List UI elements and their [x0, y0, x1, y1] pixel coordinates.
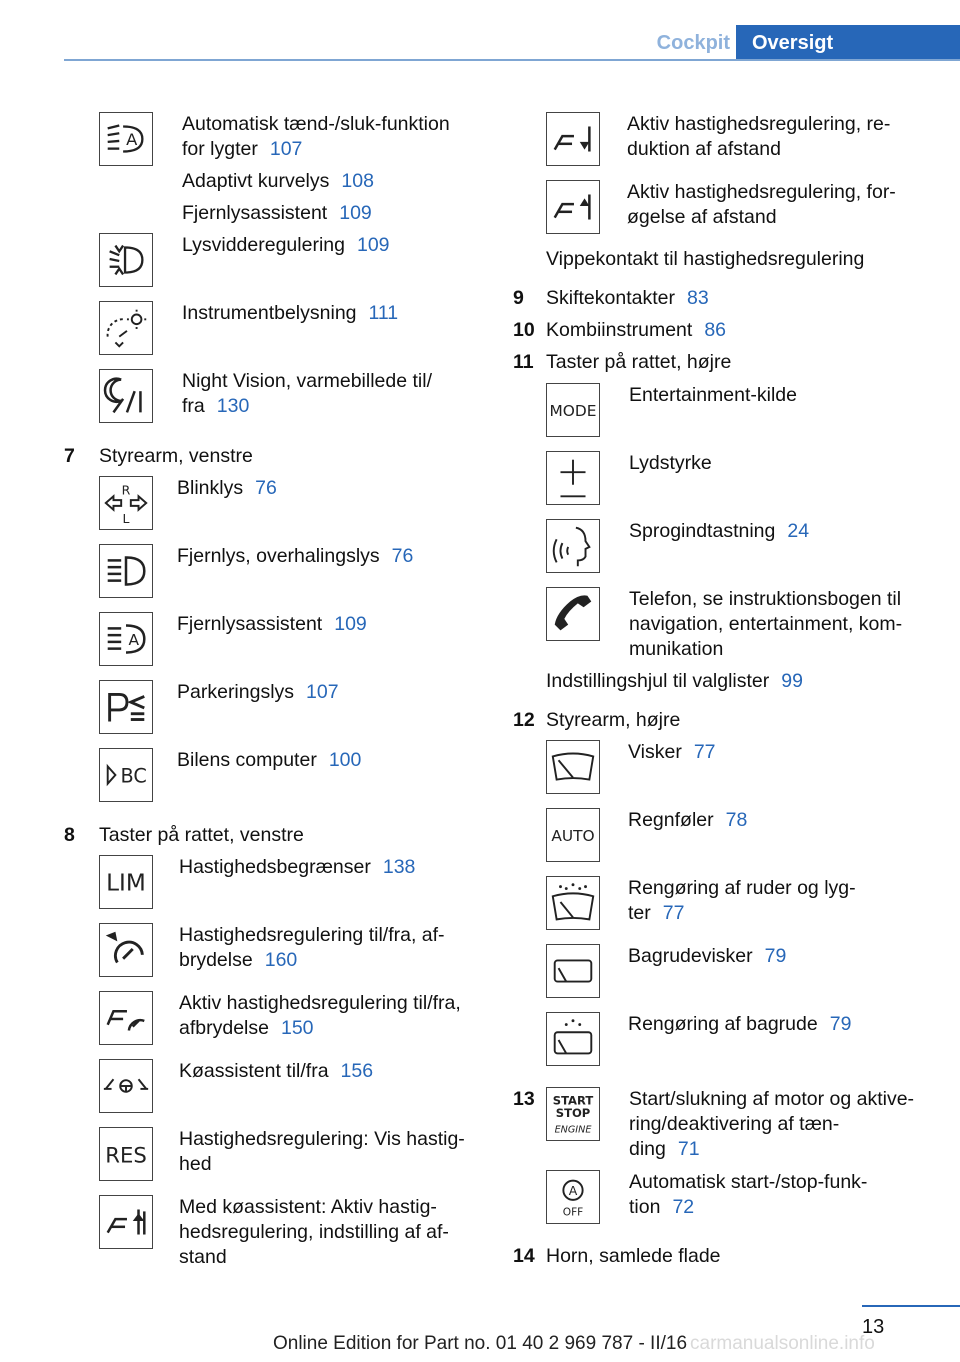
- section-title: Taster på rattet, venstre: [99, 824, 304, 846]
- svg-text:RES: RES: [105, 1142, 147, 1168]
- voice-input-icon: [546, 519, 600, 573]
- distance-decrease-icon: [546, 112, 600, 166]
- list-item-auto-start-stop: Automatisk start-/stop-funk- tion 72: [629, 1171, 868, 1218]
- section-title: Skiftekontakter 83: [546, 287, 709, 309]
- bc-icon: [99, 748, 153, 802]
- list-item-cruise-control: Hastighedsregulering til/fra, af- brydelse 160: [179, 924, 445, 971]
- page-ref[interactable]: 108: [341, 170, 374, 192]
- list-item-entertainment-source: Entertainment-kilde: [629, 384, 797, 406]
- section-title: Kombiinstrument 86: [546, 319, 727, 341]
- list-item-distance-increase: Aktiv hastighedsregulering, for- øgelse af afstand: [627, 181, 896, 228]
- page-ref[interactable]: 111: [368, 302, 399, 324]
- parking-light-icon: [99, 680, 153, 734]
- page-ref[interactable]: 156: [340, 1060, 374, 1082]
- rocker-switch-text: Vippekontakt til hastighedsregulering: [546, 248, 865, 270]
- list-item-active-cruise: Aktiv hastighedsregulering til/fra, afbrydelse 150: [179, 992, 461, 1039]
- section-number: 10: [513, 319, 535, 341]
- list-item-voice-input: Sprogindtastning 24: [629, 520, 810, 542]
- svg-text:R: R: [121, 482, 131, 498]
- watermark: carmanualsonline.info: [690, 1333, 875, 1354]
- auto-start-stop-off-icon: [546, 1170, 600, 1224]
- page-ref[interactable]: 71: [677, 1138, 700, 1160]
- active-cruise-icon: [99, 991, 153, 1045]
- list-item-rear-wiper: Bagrudevisker 79: [628, 945, 787, 967]
- section-number: 8: [64, 824, 75, 846]
- page-ref[interactable]: 83: [686, 287, 709, 309]
- auto-light-icon: [99, 112, 153, 166]
- section-title: Styrearm, venstre: [99, 445, 253, 467]
- page-ref[interactable]: 109: [356, 234, 390, 256]
- headlight-range-icon: [99, 233, 153, 287]
- wiper-icon: [546, 740, 600, 794]
- list-item-distance-decrease: Aktiv hastighedsregulering, re- duktion af afstand: [627, 113, 891, 160]
- page-number: 13: [862, 1316, 885, 1338]
- page-ref[interactable]: 24: [787, 520, 810, 542]
- volume-icon: [546, 451, 600, 505]
- list-item-volume: Lydstyrke: [629, 452, 712, 474]
- page-ref[interactable]: 100: [328, 749, 362, 771]
- traffic-jam-assistant-icon: [99, 1059, 153, 1113]
- washer-icon: [546, 876, 600, 930]
- list-item-headlight-range: Lysvidderegulering 109: [182, 234, 390, 256]
- instrument-lighting-icon: [99, 301, 153, 355]
- list-item-distance-setting: Med køassistent: Aktiv hastig- hedsregulering, indstilling af af- stand: [179, 1196, 449, 1268]
- edition-footer: Online Edition for Part no. 01 40 2 969 787 - II/16: [272, 1333, 688, 1354]
- svg-text:AUTO: AUTO: [551, 826, 595, 845]
- mode-icon: [546, 383, 600, 437]
- list-item-phone: Telefon, se instruktionsbogen til navigation, entertainment, kom- munikation: [629, 588, 903, 660]
- page-ref[interactable]: 109: [339, 202, 372, 224]
- svg-text:OFF: OFF: [562, 1206, 584, 1219]
- page-ref[interactable]: 77: [693, 741, 716, 763]
- page-ref[interactable]: 78: [725, 809, 748, 831]
- list-item-washer: Rengøring af ruder og lyg- ter 77: [628, 877, 856, 924]
- section-title: Taster på rattet, højre: [546, 351, 732, 373]
- list-item-parking-light: Parkeringslys 107: [177, 681, 339, 703]
- res-icon: [99, 1127, 153, 1181]
- page-number-rule: [862, 1305, 960, 1307]
- list-item-high-beam-assistant: Fjernlysassistent 109: [177, 613, 367, 635]
- rear-washer-icon: [546, 1012, 600, 1066]
- list-item-rain-sensor: Regnføler 78: [628, 809, 748, 831]
- svg-text:MODE: MODE: [549, 401, 597, 420]
- list-item-high-beam-assist: Fjernlysassistent 109: [182, 202, 372, 224]
- page-ref[interactable]: 107: [269, 138, 303, 160]
- list-item-start-stop: Start/slukning af motor og aktive- ring/deaktivering af tæn- ding 71: [629, 1088, 915, 1160]
- high-beam-assistant-icon: [99, 612, 153, 666]
- section-number: 14: [513, 1245, 535, 1267]
- list-item-instrument-lighting: Instrumentbelysning 111: [182, 302, 399, 324]
- list-item-speed-limiter: Hastighedsbegrænser 138: [179, 856, 416, 878]
- page-ref[interactable]: 72: [672, 1196, 695, 1218]
- svg-text:L: L: [122, 511, 130, 527]
- cruise-control-icon: [99, 923, 153, 977]
- page-ref[interactable]: 86: [704, 319, 727, 341]
- page-ref[interactable]: 79: [829, 1013, 852, 1035]
- list-item-adaptive-curve-light: Adaptivt kurvelys 108: [182, 170, 374, 192]
- svg-text:LIM: LIM: [106, 870, 146, 897]
- page-ref[interactable]: 150: [280, 1017, 314, 1039]
- distance-setting-icon: [99, 1195, 153, 1249]
- svg-text:START: START: [552, 1093, 594, 1108]
- page-ref[interactable]: 138: [382, 856, 416, 878]
- list-item-auto-light: Automatisk tænd-/sluk-funktion for lygter 107: [182, 113, 450, 160]
- section-number: 13: [513, 1088, 535, 1110]
- high-beam-icon: [99, 544, 153, 598]
- auto-rain-sensor-icon: [546, 808, 600, 862]
- list-item-resume-speed: Hastighedsregulering: Vis hastig- hed: [179, 1128, 465, 1175]
- section-number: 11: [513, 351, 534, 373]
- rear-wiper-icon: [546, 944, 600, 998]
- section-title: Styrearm, højre: [546, 709, 681, 731]
- page-ref[interactable]: 76: [255, 477, 277, 499]
- page-ref[interactable]: 79: [764, 945, 787, 967]
- svg-text:A: A: [128, 630, 139, 649]
- phone-icon: [546, 587, 600, 641]
- page-ref[interactable]: 107: [306, 681, 339, 703]
- section-title: Horn, samlede flade: [546, 1245, 721, 1267]
- page-ref[interactable]: 160: [264, 949, 298, 971]
- svg-text:STOP: STOP: [555, 1105, 591, 1120]
- list-item-turn-signal: Blinklys 76: [177, 477, 277, 499]
- distance-increase-icon: [546, 180, 600, 234]
- section-number: 7: [64, 445, 75, 467]
- list-item-high-beam: Fjernlys, overhalingslys 76: [177, 545, 414, 567]
- svg-text:BC: BC: [120, 764, 147, 788]
- page-ref[interactable]: 130: [216, 395, 250, 417]
- page-ref[interactable]: 109: [334, 613, 367, 635]
- header-rule: [64, 59, 960, 61]
- list-item-thumbwheel: Indstillingshjul til valglister 99: [546, 670, 803, 692]
- start-stop-engine-icon: [546, 1087, 600, 1141]
- turn-signal-icon: [99, 476, 153, 530]
- svg-text:A: A: [568, 1183, 578, 1199]
- page-ref[interactable]: 77: [662, 902, 685, 924]
- svg-text:A: A: [126, 129, 138, 149]
- lim-icon: [99, 855, 153, 909]
- page-ref[interactable]: 99: [781, 670, 803, 692]
- list-item-rear-washer: Rengøring af bagrude 79: [628, 1013, 852, 1035]
- tab-cockpit[interactable]: Cockpit: [656, 32, 730, 54]
- list-item-wiper: Visker 77: [628, 741, 716, 763]
- svg-text:ENGINE: ENGINE: [554, 1124, 592, 1136]
- page-ref[interactable]: 76: [391, 545, 414, 567]
- list-item-board-computer: Bilens computer 100: [177, 749, 362, 771]
- tab-oversigt[interactable]: Oversigt: [736, 25, 960, 61]
- list-item-traffic-jam-assistant: Køassistent til/fra 156: [179, 1060, 374, 1082]
- night-vision-icon: [99, 369, 153, 423]
- list-item-night-vision: Night Vision, varmebillede til/ fra 130: [182, 370, 433, 417]
- section-number: 9: [513, 287, 524, 309]
- section-number: 12: [513, 709, 535, 731]
